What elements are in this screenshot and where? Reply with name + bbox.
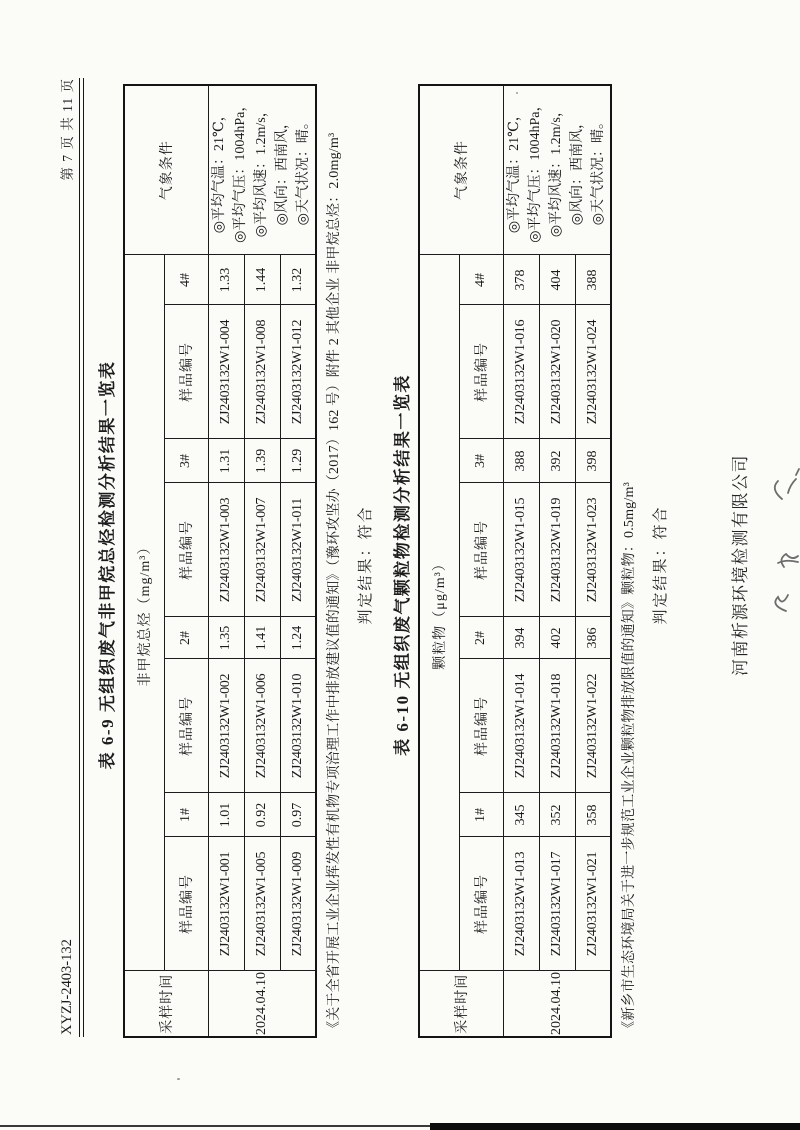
cell-value: 1.44 <box>244 255 280 305</box>
cell-value: 402 <box>539 617 575 659</box>
cell-sample-id: ZJ2403132W1-012 <box>280 305 316 439</box>
cell-sample-id: ZJ2403132W1-008 <box>244 305 280 439</box>
weather-line: ◎平均气压：1004hPa， <box>528 97 544 243</box>
cell-value: 386 <box>575 617 611 659</box>
sampling-date: 2024.04.10 <box>503 971 611 1037</box>
cell-value: 1.41 <box>244 617 280 659</box>
weather-conditions <box>503 85 611 255</box>
cell-sample-id: ZJ2403132W1-020 <box>539 305 575 439</box>
cell-value: 352 <box>539 793 575 837</box>
cell-value: 398 <box>575 439 611 483</box>
weather-line: ◎天气状况：晴。 <box>296 115 312 226</box>
col-sample-time: 采样时间 <box>124 971 208 1037</box>
limit-note-particulate: 《新乡市生态环境局关于进一步规范工业企业颗粒物排放限值的通知》颗粒物：0.5mg/m³ <box>622 482 637 1035</box>
cell-value: 358 <box>575 793 611 837</box>
cell-sample-id: ZJ2403132W1-015 <box>503 483 539 617</box>
cell-sample-id: ZJ2403132W1-001 <box>208 837 244 971</box>
cell-sample-id: ZJ2403132W1-023 <box>575 483 611 617</box>
col-sample-id: 样品编号 <box>164 659 208 793</box>
col-point-2: 2# <box>164 617 208 659</box>
cell-value: 345 <box>503 793 539 837</box>
cell-sample-id: ZJ2403132W1-004 <box>208 305 244 439</box>
weather-line: ◎风向：西南风， <box>570 115 586 226</box>
col-sample-time: 采样时间 <box>419 971 503 1037</box>
table-6-9-title: 表 6-9 无组织废气非甲烷总烃检测分析结果一览表 <box>98 360 117 770</box>
cell-value: 0.92 <box>244 793 280 837</box>
cell-value: 404 <box>539 255 575 305</box>
cell-value: 1.32 <box>280 255 316 305</box>
cell-value: 388 <box>575 255 611 305</box>
col-point-4: 4# <box>164 255 208 305</box>
weather-line: ◎平均气温：21℃， <box>212 107 228 234</box>
limit-note-nmhc: 《关于全省开展工业企业挥发性有机物专项治理工作中排放建议值的通知》（豫环攻坚办（2017）162 号）附件 2 其他企业 非甲烷总烃：2.0mg/m³ <box>327 132 342 1035</box>
weather-line: ◎平均气压：1004hPa， <box>233 97 249 243</box>
cell-sample-id: ZJ2403132W1-018 <box>539 659 575 793</box>
cell-value: 378 <box>503 255 539 305</box>
table-6-9 <box>123 84 317 1038</box>
cell-sample-id: ZJ2403132W1-006 <box>244 659 280 793</box>
cell-value: 1.31 <box>208 439 244 483</box>
cell-value: 388 <box>503 439 539 483</box>
table-6-10-title: 表 6-10 无组织废气颗粒物检测分析结果一览表 <box>393 374 412 756</box>
col-point-3: 3# <box>164 439 208 483</box>
cell-sample-id: ZJ2403132W1-002 <box>208 659 244 793</box>
cell-sample-id: ZJ2403132W1-010 <box>280 659 316 793</box>
handwritten-signature <box>752 455 800 625</box>
cell-sample-id: ZJ2403132W1-013 <box>503 837 539 971</box>
weather-line: ◎风向：西南风， <box>275 115 291 226</box>
cell-sample-id: ZJ2403132W1-007 <box>244 483 280 617</box>
cell-sample-id: ZJ2403132W1-022 <box>575 659 611 793</box>
scan-speck <box>516 92 518 94</box>
cell-sample-id: ZJ2403132W1-017 <box>539 837 575 971</box>
col-weather: 气象条件 <box>124 85 208 255</box>
weather-line: ◎平均风速：1.2m/s， <box>254 103 270 238</box>
col-point-1: 1# <box>164 793 208 837</box>
cell-value: 1.01 <box>208 793 244 837</box>
cell-value: 1.29 <box>280 439 316 483</box>
col-weather: 气象条件 <box>419 85 503 255</box>
cell-value: 394 <box>503 617 539 659</box>
cell-value: 1.24 <box>280 617 316 659</box>
col-point-3: 3# <box>459 439 503 483</box>
report-number: XYZJ-2403-132 <box>59 939 75 1035</box>
weather-line: ◎平均风速：1.2m/s， <box>549 103 565 238</box>
group-header-nmhc: 非甲烷总烃（mg/m³） <box>124 255 164 971</box>
weather-conditions <box>208 85 316 255</box>
group-header-particulate: 颗粒物（μg/m³） <box>419 255 459 971</box>
cell-value: 1.35 <box>208 617 244 659</box>
weather-line: ◎平均气温：21℃， <box>507 107 523 234</box>
cell-sample-id: ZJ2403132W1-016 <box>503 305 539 439</box>
header-rule <box>79 78 84 1037</box>
table-row <box>208 85 244 1037</box>
cell-sample-id: ZJ2403132W1-011 <box>280 483 316 617</box>
col-sample-id: 样品编号 <box>164 837 208 971</box>
col-point-2: 2# <box>459 617 503 659</box>
col-point-1: 1# <box>459 793 503 837</box>
col-sample-id: 样品编号 <box>459 483 503 617</box>
verdict-particulate: 判定结果：符合 <box>653 505 669 625</box>
table-6-10 <box>418 84 612 1038</box>
page-number: 第 7 页 共 11 页 <box>60 78 75 181</box>
sampling-date: 2024.04.10 <box>208 971 316 1037</box>
cell-value: 0.97 <box>280 793 316 837</box>
col-sample-id: 样品编号 <box>164 305 208 439</box>
verdict-nmhc: 判定结果：符合 <box>358 505 374 625</box>
company-name: 河南析源环境检测有限公司 <box>731 454 750 676</box>
cell-sample-id: ZJ2403132W1-014 <box>503 659 539 793</box>
cell-sample-id: ZJ2403132W1-009 <box>280 837 316 971</box>
page-header <box>56 78 76 1035</box>
cell-value: 1.39 <box>244 439 280 483</box>
scan-speck <box>177 1078 180 1080</box>
col-sample-id: 样品编号 <box>459 305 503 439</box>
cell-sample-id: ZJ2403132W1-005 <box>244 837 280 971</box>
cell-value: 1.33 <box>208 255 244 305</box>
col-sample-id: 样品编号 <box>459 837 503 971</box>
cell-sample-id: ZJ2403132W1-019 <box>539 483 575 617</box>
col-sample-id: 样品编号 <box>164 483 208 617</box>
col-sample-id: 样品编号 <box>459 659 503 793</box>
scan-edge-shadow <box>430 1123 800 1130</box>
col-point-4: 4# <box>459 255 503 305</box>
weather-line: ◎天气状况：晴。 <box>591 115 607 226</box>
table-row <box>503 85 539 1037</box>
cell-sample-id: ZJ2403132W1-003 <box>208 483 244 617</box>
cell-sample-id: ZJ2403132W1-024 <box>575 305 611 439</box>
cell-sample-id: ZJ2403132W1-021 <box>575 837 611 971</box>
cell-value: 392 <box>539 439 575 483</box>
